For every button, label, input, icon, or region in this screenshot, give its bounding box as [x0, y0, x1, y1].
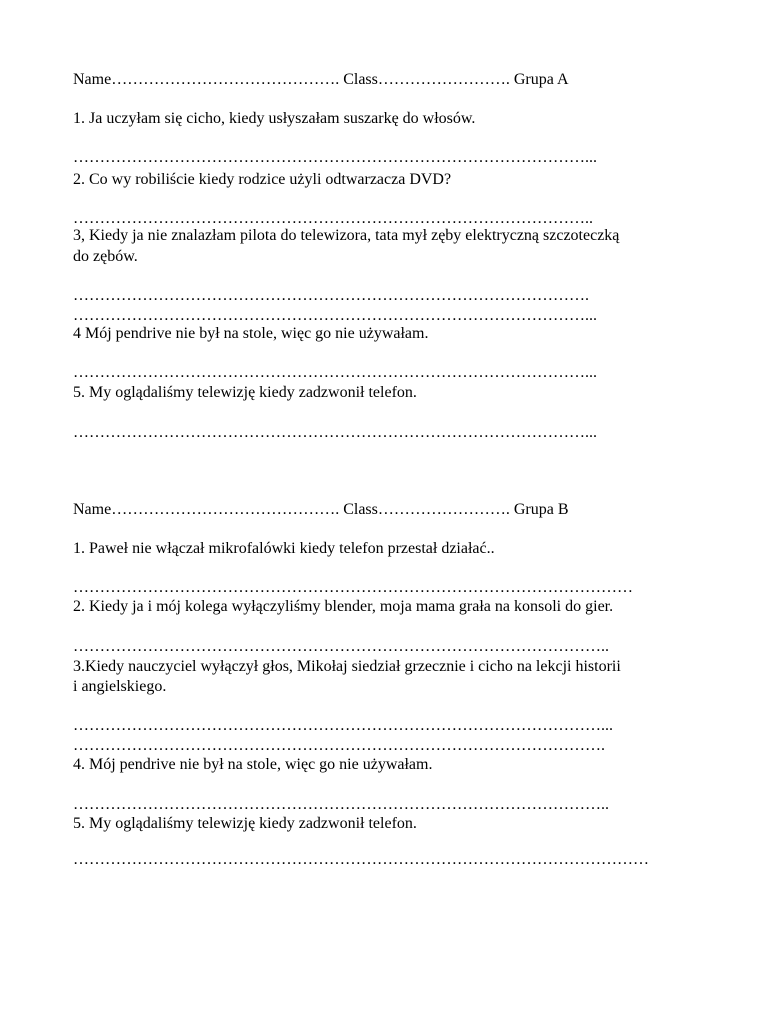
group-b-question-5: 5. My oglądaliśmy telewizję kiedy zadzwonił telefon. [73, 815, 417, 832]
group-b-question-2: 2. Kiedy ja i mój kolega wyłączyliśmy blender, moja mama grała na konsoli do gier. [73, 598, 614, 615]
group-a-answer-line-1: ……………………………………………………………………………………... [73, 149, 597, 166]
group-b-question-3-line-2: i angielskiego. [73, 678, 167, 695]
group-a-answer-line-5: ……………………………………………………………………………………... [73, 424, 597, 441]
group-a-header: Name……………………………………. Class……………………. Grupa A [73, 71, 569, 88]
group-a-answer-line-3a: ……………………………………………………………………………………. [73, 287, 589, 304]
group-b-header: Name……………………………………. Class……………………. Grupa B [73, 501, 569, 518]
group-a-answer-line-4: ……………………………………………………………………………………... [73, 364, 597, 381]
group-b-answer-line-5: ……………………………………………………………………………………………… [73, 851, 649, 868]
group-b-question-4: 4. Mój pendrive nie był na stole, więc go nie używałam. [73, 756, 433, 773]
group-a-question-2: 2. Co wy robiliście kiedy rodzice użyli odtwarzacza DVD? [73, 171, 452, 188]
group-b-answer-line-3b: ………………………………………………………………………………………. [73, 737, 605, 754]
group-a-question-3-line-1: 3, Kiedy ja nie znalazłam pilota do telewizora, tata mył zęby elektryczną szczoteczką [73, 227, 620, 244]
group-b-answer-line-2: ……………………………………………………………………………………….. [73, 638, 609, 655]
group-a-question-1: 1. Ja uczyłam się cicho, kiedy usłyszałam suszarkę do włosów. [73, 110, 476, 127]
group-b-question-1: 1. Paweł nie włączał mikrofalówki kiedy telefon przestał działać.. [73, 540, 495, 557]
group-a-answer-line-2: …………………………………………………………………………………….. [73, 210, 593, 227]
group-a-answer-line-3b: ……………………………………………………………………………………... [73, 307, 597, 324]
group-b-answer-line-1: …………………………………………………………………………………………… [73, 579, 633, 596]
group-a-question-5: 5. My oglądaliśmy telewizję kiedy zadzwonił telefon. [73, 384, 417, 401]
group-b-question-3-line-1: 3.Kiedy nauczyciel wyłączył głos, Mikołaj siedział grzecznie i cicho na lekcji historii [73, 658, 621, 675]
group-a-question-3-line-2: do zębów. [73, 248, 138, 265]
group-a-question-4: 4 Mój pendrive nie był na stole, więc go nie używałam. [73, 325, 429, 342]
group-b-answer-line-3a: ………………………………………………………………………………………... [73, 717, 613, 734]
group-b-answer-line-4: ……………………………………………………………………………………….. [73, 796, 609, 813]
